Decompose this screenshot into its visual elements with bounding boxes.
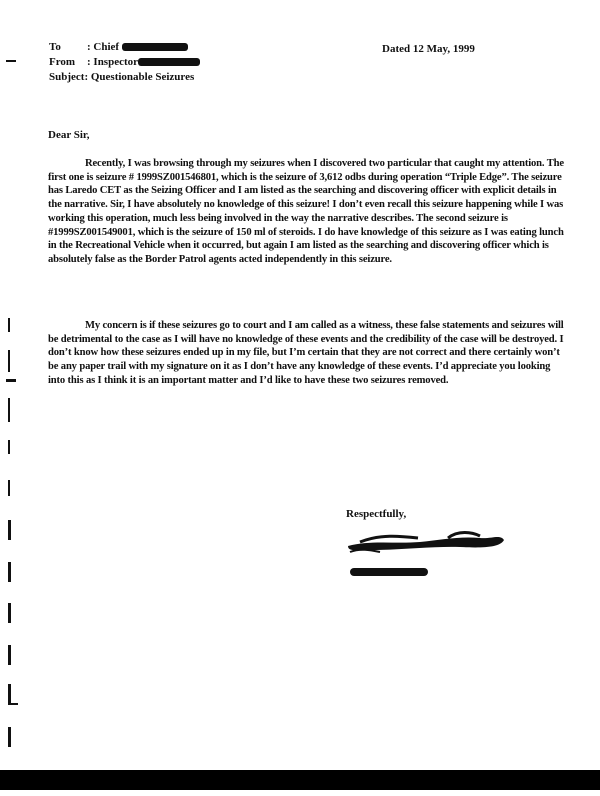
to-line: [49, 40, 188, 54]
paragraph-2: My concern is if these seizures go to court and I am called as a witness, these false statements and seizures will be detrimental to the case as I will have no knowledge of these events and the credibility of the case will be destroyed. I don’t know how these seizures ended up in my file, but I’m certain that they are not correct and there certainly won’t be any paper trail with my signature on it as I don’t have any knowledge of these events. I’d appreciate you looking into this as I think it is an important matter and I’d like to have these two seizures removed.: [48, 320, 564, 386]
date-line: Dated 12 May, 1999: [382, 43, 475, 55]
scan-edge-bar: [0, 770, 600, 790]
margin-mark: [8, 350, 10, 372]
margin-mark: [8, 645, 11, 665]
redacted-recipient-name: [122, 43, 188, 51]
from-label: From: [49, 56, 76, 68]
salutation: Dear Sir,: [48, 129, 90, 141]
margin-mark: [6, 379, 16, 382]
redacted-sender-name: [138, 58, 200, 66]
to-value: : Chief: [87, 41, 120, 53]
to-label: To: [49, 41, 61, 53]
from-line: [49, 55, 200, 69]
margin-mark: [8, 603, 11, 623]
margin-mark: [8, 520, 11, 540]
paragraph-1: Recently, I was browsing through my seizures when I discovered two particular that caught my attention. The first one is seizure # 1999SZ001546801, which is the seizure of 3,612 odbs during operation “Triple Edge”. The seizure has Laredo CET as the Seizing Officer and I am listed as the searching and discovering officer with explicit details in the narrative. Sir, I have absolutely no knowledge of this seizure! I don’t even recall this seizure happening while I was working this operation, much less being involved in the way the narrative describes. The second seizure is #1999SZ001549001, which is the seizure of 150 ml of steroids. I do have knowledge of this seizure as I was eating lunch in the Recreational Vehicle when it occurred, but again I am listed as the searching and discovering officer which is absolutely false as the Border Patrol agents acted independently in this seizure.: [48, 158, 564, 265]
margin-mark: [6, 60, 16, 62]
margin-mark: [8, 684, 11, 704]
margin-mark: [8, 703, 18, 705]
margin-mark: [8, 727, 11, 747]
margin-mark: [8, 480, 10, 496]
margin-mark: [8, 318, 10, 332]
subject-line: Subject: Questionable Seizures: [49, 71, 195, 83]
margin-mark: [8, 562, 11, 582]
closing: Respectfully,: [346, 508, 407, 520]
redacted-signature: [340, 528, 510, 584]
margin-mark: [8, 398, 10, 422]
margin-mark: [8, 440, 10, 454]
from-value: : Inspector: [87, 56, 139, 68]
